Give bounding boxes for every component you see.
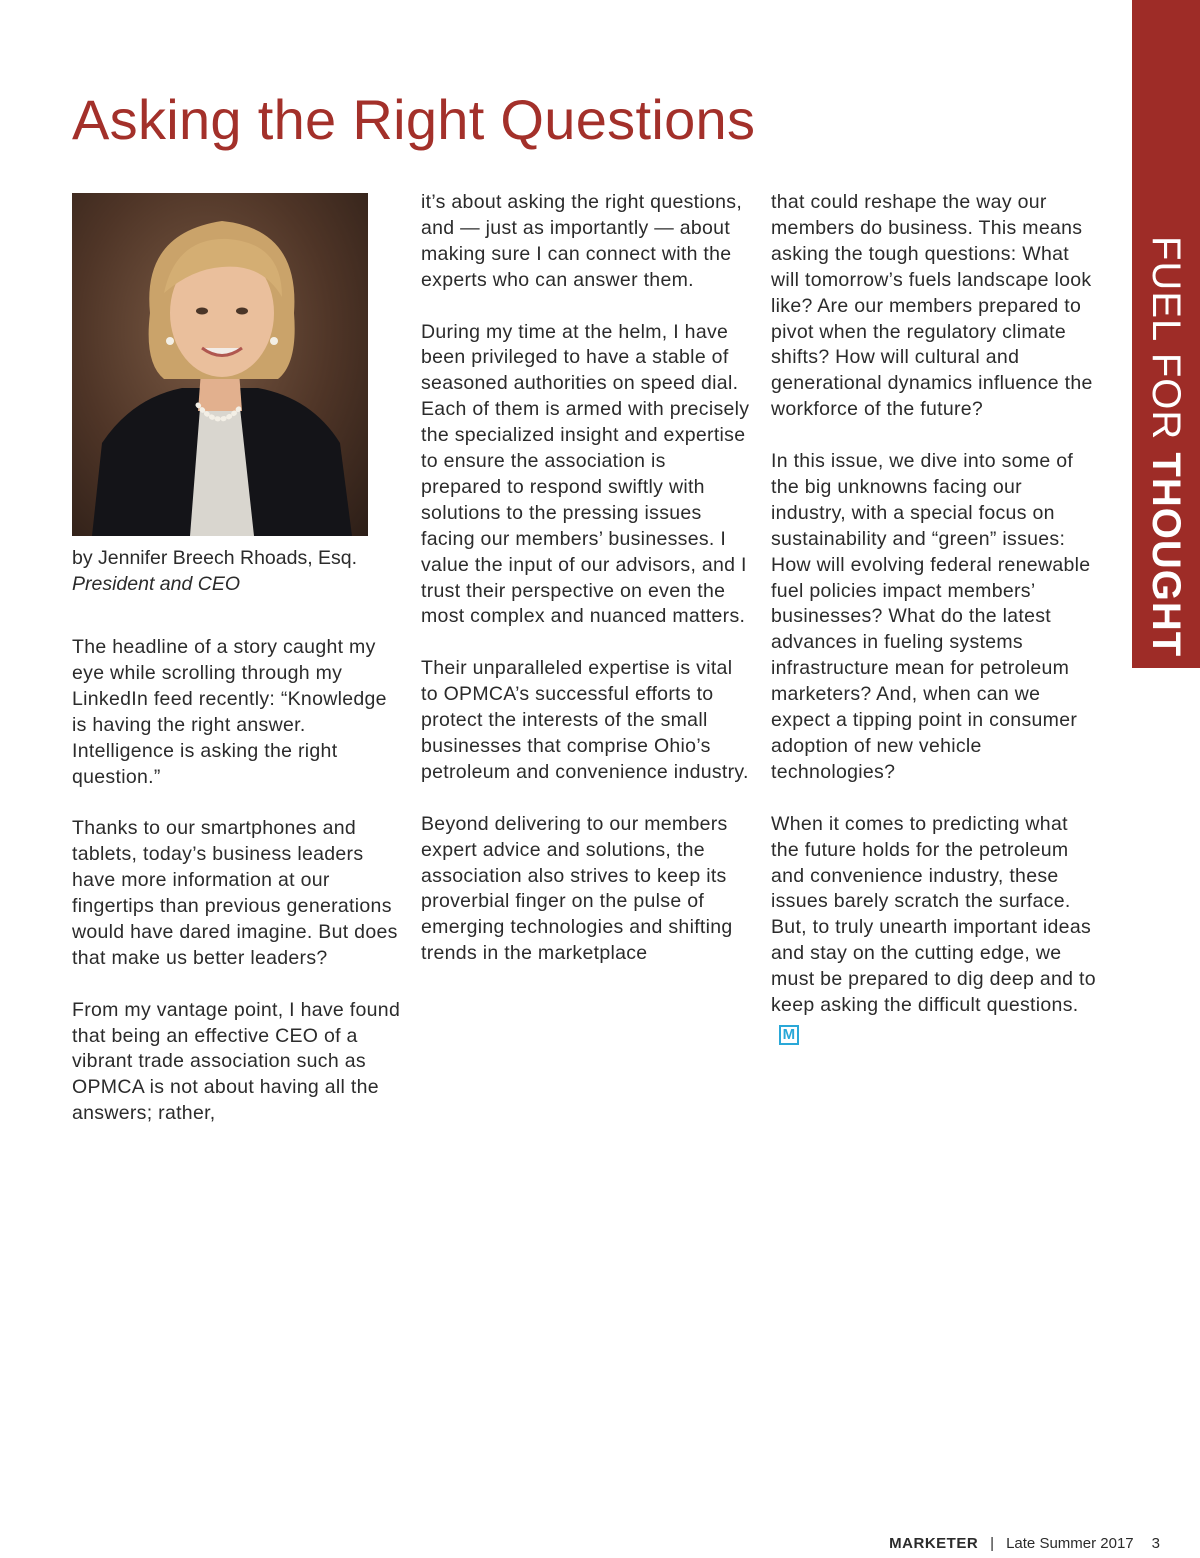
paragraph: From my vantage point, I have found that being an effective CEO of a vibrant trade association such as OPMCA is not about having all the answers; rather, [72,998,401,1125]
body-column-2 [421,190,751,993]
page-footer [889,1534,1160,1554]
paragraph: Their unparalleled expertise is vital to OPMCA’s successful efforts to protect the interests of the small businesses that comprise Ohio’s petroleum and convenience industry. [421,657,749,783]
section-tab-label-bold: THOUGHT [1144,452,1188,658]
page-number: 3 [1151,1535,1160,1552]
paragraph: During my time at the helm, I have been privileged to have a stable of seasoned authorities on speed dial. Each of them is armed with precisely the specialized insight and expertise to ensure the association is prepared to respond swiftly with solutions to the pressing issues facing our members’ businesses. I value the input of our advisors, and I trust their perspective on even the most complex and nuanced matters. [421,320,750,628]
final-paragraph-text: When it comes to predicting what the future holds for the petroleum and convenience industry, these issues barely scratch the surface. But, to truly unearth important ideas and stay on the cutting edge, we must be prepared to dig deep and to keep asking the difficult questions. [771,812,1096,1017]
paragraph: Beyond delivering to our members expert advice and solutions, the association also strives to keep its proverbial finger on the pulse of emerging technologies and shifting trends in the marketplace [421,812,733,965]
author-photo [72,193,368,536]
paragraph: Thanks to our smartphones and tablets, today’s business leaders have more information at our fingertips than previous generations would have dared imagine. But does that make us better leaders? [72,817,398,969]
author-name: by Jennifer Breech Rhoads, Esq. [72,547,358,569]
publication-name: MARKETER [889,1535,979,1552]
byline [72,545,402,597]
author-portrait-illustration [72,193,368,536]
paragraph: it’s about asking the right questions, and — just as importantly — about making sure I can connect with the experts who can answer them. [421,191,743,291]
body-column-1 [72,635,402,1153]
paragraph: The headline of a story caught my eye while scrolling through my LinkedIn feed recently: “Knowledge is having the right answer. Intelligence is asking the right question.” [72,636,387,788]
body-column-3 [771,190,1101,1071]
issue-label: Late Summer 2017 [1006,1535,1134,1552]
marketer-end-mark-icon: M [779,1025,799,1045]
final-paragraph [771,812,1101,1045]
section-tab-label [1146,236,1186,657]
section-tab-label-light: FUEL FOR [1144,236,1188,453]
footer-separator: | [990,1535,995,1552]
paragraph: In this issue, we dive into some of the big unknowns facing our industry, with a special focus on sustainability and “green” issues: How will evolving federal renewable fuel policies impact members’ businesses? What do the latest advances in fueling systems infrastructure mean for petroleum marketers? And, when can we expect a tipping point in consumer adoption of new vehicle technologies? [771,450,1091,783]
author-role: President and CEO [72,573,241,595]
article-title: Asking the Right Questions [72,88,756,151]
paragraph: that could reshape the way our members do business. This means asking the tough questions: What will tomorrow’s fuels landscape look like? Are our members prepared to pivot when the regulatory climate shifts? How will cultural and generational dynamics influence the workforce of the future? [771,191,1093,421]
